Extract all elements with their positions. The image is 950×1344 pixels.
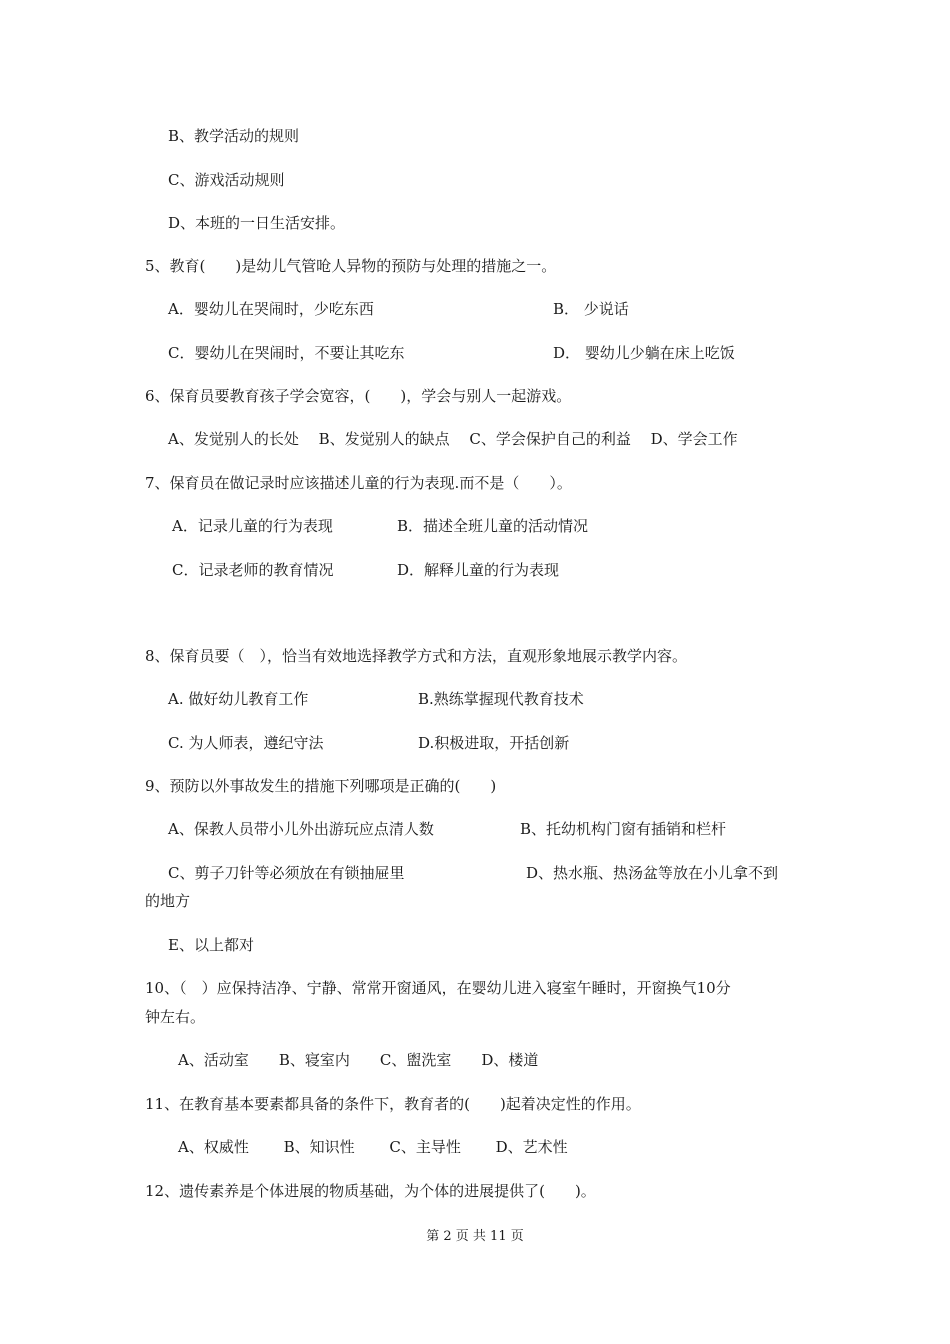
- q9-option-c: C、剪子刀针等必须放在有锁抽屉里: [168, 864, 405, 882]
- q11-options: A、权威性 B、知识性 C、主导性 D、艺术性: [178, 1138, 568, 1156]
- q9-option-d: D、热水瓶、热汤盆等放在小儿拿不到: [526, 864, 779, 882]
- question-8: 8、保育员要（ ），恰当有效地选择教学方式和方法，直观形象地展示教学内容。: [145, 647, 688, 665]
- q8-option-d: D.积极进取，开括创新: [418, 734, 570, 752]
- q5-option-c: C．婴幼儿在哭闹时，不要让其吃东: [168, 344, 405, 362]
- q7-option-a: A．记录儿童的行为表现: [172, 517, 333, 535]
- q7-option-c: C．记录老师的教育情况: [172, 561, 334, 579]
- q7-option-d: D．解释儿童的行为表现: [397, 561, 560, 579]
- q8-option-b: B.熟练掌握现代教育技术: [418, 690, 584, 708]
- question-10-continued: 钟左右。: [145, 1008, 206, 1026]
- q8-option-a: A. 做好幼儿教育工作: [168, 690, 309, 708]
- question-9: 9、预防以外事故发生的措施下列哪项是正确的( ): [145, 777, 497, 795]
- question-11: 11、在教育基本要素都具备的条件下，教育者的( )起着决定性的作用。: [145, 1095, 641, 1113]
- question-12: 12、遗传素养是个体进展的物质基础，为个体的进展提供了( )。: [145, 1182, 596, 1200]
- q10-options: A、活动室 B、寝室内 C、盥洗室 D、楼道: [178, 1051, 539, 1069]
- question-6: 6、保育员要教育孩子学会宽容，( )，学会与别人一起游戏。: [145, 387, 572, 405]
- question-10: 10、（ ）应保持洁净、宁静、常常开窗通风，在婴幼儿进入寝室午睡时，开窗换气10分: [145, 979, 731, 997]
- q8-option-c: C. 为人师表，遵纪守法: [168, 734, 324, 752]
- option-b: B、教学活动的规则: [168, 127, 300, 145]
- q9-option-d-continued: 的地方: [145, 892, 191, 910]
- q9-option-e: E、以上都对: [168, 936, 254, 954]
- q5-option-a: A．婴幼儿在哭闹时，少吃东西: [168, 300, 374, 318]
- page-footer: 第 2 页 共 11 页: [426, 1229, 524, 1244]
- question-7: 7、保育员在做记录时应该描述儿童的行为表现.而不是（ ）。: [145, 474, 572, 492]
- option-d: D、本班的一日生活安排。: [168, 214, 346, 232]
- q9-option-a: A、保教人员带小儿外出游玩应点清人数: [168, 820, 434, 838]
- option-c: C、游戏活动规则: [168, 171, 285, 189]
- q6-options: A、发觉别人的长处 B、发觉别人的缺点 C、学会保护自己的利益 D、学会工作: [168, 430, 738, 448]
- q7-option-b: B．描述全班儿童的活动情况: [397, 517, 589, 535]
- q9-option-b: B、托幼机构门窗有插销和栏杆: [520, 820, 727, 838]
- q5-option-b: B． 少说话: [553, 300, 629, 318]
- question-5: 5、教育( )是幼儿气管呛人异物的预防与处理的措施之一。: [145, 257, 557, 275]
- q5-option-d: D． 婴幼儿少躺在床上吃饭: [553, 344, 735, 362]
